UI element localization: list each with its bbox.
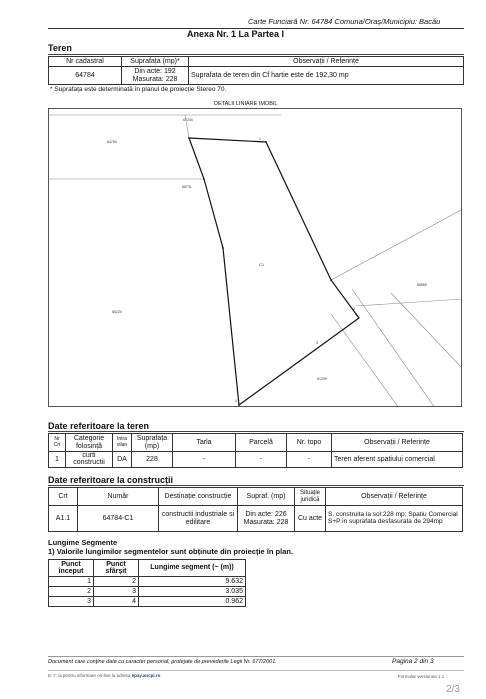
neighbor-line-91209-a <box>331 314 399 407</box>
teren-table <box>48 56 464 85</box>
segment-start: 3 <box>49 597 94 607</box>
teren-ref-suprafata: 228 <box>132 452 173 468</box>
constructie-destinatie: constructii industriale si edilitare <box>159 506 238 532</box>
th-observatii-constr: Observații / Referințe <box>326 488 463 506</box>
constructie-situatie: Cu acte <box>295 506 326 532</box>
label-67244: 67244 <box>183 118 193 122</box>
th-situatie: Situație juridică <box>295 488 326 506</box>
th-intra-vilan: Intra vilan <box>113 434 132 452</box>
vertex-label-4: 4 <box>235 399 237 403</box>
vertex-label-2: 2 <box>353 307 355 311</box>
table-row <box>49 577 246 587</box>
th-tarla: Tarla <box>173 434 236 452</box>
segment-length: 3.035 <box>139 587 246 597</box>
parcel-outline <box>189 138 359 405</box>
th-lungime: Lungime segment (~ (m)) <box>139 560 246 577</box>
footer-rule-bottom <box>48 670 464 671</box>
th-categorie: Categorie folosință <box>66 434 113 452</box>
footer-rule-top <box>48 656 464 657</box>
vertex-label-3: 3 <box>316 341 318 345</box>
vertex-d <box>355 313 357 315</box>
vertex-f <box>222 247 224 249</box>
th-observatii-ref: Observații / Referințe <box>332 434 463 452</box>
footer-info <box>48 673 160 678</box>
label-65569: 65569 <box>417 283 427 287</box>
label-64780: 64780 <box>107 140 117 144</box>
segment-start: 1 <box>49 577 94 587</box>
cf-title: Carte Funciară Nr. 64784 Comuna/Oraș/Municipiu: Bacău <box>248 17 441 26</box>
suprafata-value <box>122 67 189 85</box>
segment-start: 2 <box>49 587 94 597</box>
table-row <box>49 597 246 607</box>
neighbor-line-65569 <box>331 209 462 280</box>
neighbor-line-lower <box>356 299 462 306</box>
segment-end: 4 <box>94 597 139 607</box>
segmente-subtitle: 1) Valorile lungimilor segmentelor sunt obținute din proiecție în plan. <box>48 547 294 556</box>
constructie-din-acte: Din acte: 226 <box>245 511 287 519</box>
teren-observatii-value: Suprafata de teren din Cf hartie este de 192,30 mp <box>189 67 464 85</box>
th-suprafata: Suprafața (mp)* <box>122 57 189 67</box>
masurata-value: Masurata: 228 <box>132 75 178 83</box>
annex-title: Anexa Nr. 1 La Partea I <box>187 29 285 39</box>
plan-frame <box>48 108 462 407</box>
label-66731: 66731 <box>182 185 192 189</box>
segment-length: 0.962 <box>139 597 246 607</box>
segment-end: 2 <box>94 577 139 587</box>
segmente-table <box>48 559 246 607</box>
vertex-c <box>330 279 332 281</box>
th-nr-topo: Nr. topo <box>287 434 332 452</box>
teren-ref-section-title: Date referitoare la teren <box>48 421 150 431</box>
constructie-supraf <box>238 506 295 532</box>
teren-ref-rule <box>48 431 464 432</box>
neighbor-parcels <box>49 115 462 407</box>
footer-info-text: E. t'; ia pentru informare on-line la adresa <box>48 673 131 678</box>
footer-version: Formular versiunea 1.1 <box>398 674 445 679</box>
label-65224: 65224 <box>112 310 122 314</box>
constructii-rule <box>48 485 464 486</box>
segmente-section-title: Lungime Segmente <box>48 538 118 547</box>
neighbor-line-right <box>391 293 462 369</box>
parcel-vertices <box>188 137 357 406</box>
th-destinatie: Destinație construcție <box>159 488 238 506</box>
teren-ref-observatii: Teren aferent spatiului comercial <box>332 452 463 468</box>
th-punct-inceput: Punct început <box>49 560 94 577</box>
constructii-section-title: Date referitoare la construcții <box>48 475 174 485</box>
th-observatii: Observații / Referințe <box>189 57 464 67</box>
teren-ref-parcela: - <box>236 452 287 468</box>
teren-section-title: Teren <box>48 43 72 53</box>
th-nr-cadastral: Nr cadastral <box>49 57 122 67</box>
constructie-numar: 64784-C1 <box>78 506 159 532</box>
teren-footnote: * Suprafața este determinată în planul de proiecție Stereo 70. <box>50 86 227 93</box>
constructii-table <box>48 487 463 532</box>
segment-end: 3 <box>94 587 139 597</box>
teren-ref-tarla: - <box>173 452 236 468</box>
teren-rule <box>48 54 464 55</box>
label-c1: C1 <box>259 262 265 267</box>
th-punct-sfarsit: Punct sfârșit <box>94 560 139 577</box>
page-indicator: 2/3 <box>446 684 460 695</box>
teren-ref-nr-topo: - <box>287 452 332 468</box>
constructie-crt: A1.1 <box>49 506 78 532</box>
footer-disclaimer: Document care conține date cu caracter personal, protejate de prevederile Legii Nr. 677/2001. <box>48 659 277 665</box>
vertex-e <box>238 404 240 406</box>
table-row <box>49 587 246 597</box>
teren-ref-intravilan: DA <box>113 452 132 468</box>
teren-ref-table <box>48 433 463 468</box>
th-nr-crt: Nr Crt <box>49 434 66 452</box>
th-crt: Crt <box>49 488 78 506</box>
constructie-masurata: Masurata: 228 <box>243 518 289 526</box>
vertex-label-1: 1 <box>259 137 261 141</box>
neighbor-line-91209-b <box>352 289 435 407</box>
segment-length: 9.632 <box>139 577 246 587</box>
footer-site-link[interactable]: epay.ancpi.ro <box>131 673 161 678</box>
vertex-a <box>188 137 190 139</box>
nr-cadastral-value: 64784 <box>49 67 122 85</box>
constructie-observatii: S. construita la sol:228 mp; Spatiu Comercial S+P in suprafata desfasurata de 294mp <box>326 506 463 532</box>
din-acte-value: Din acte: 192 <box>134 68 176 76</box>
vertex-b <box>265 141 267 143</box>
th-suprafata-ref: Suprafața (mp) <box>132 434 173 452</box>
teren-ref-crt: 1 <box>49 452 66 468</box>
th-parcela: Parcelă <box>236 434 287 452</box>
plan-drawing <box>49 109 462 407</box>
teren-ref-categorie: curti constructii <box>66 452 113 468</box>
vertex-g <box>203 178 205 180</box>
footer-page: Pagina 2 din 3 <box>392 658 434 665</box>
plan-title: DETALII LINIARE IMOBIL <box>214 101 278 107</box>
th-supraf: Supraf. (mp) <box>238 488 295 506</box>
label-91209: 91209 <box>317 377 327 381</box>
th-numar: Număr <box>78 488 159 506</box>
